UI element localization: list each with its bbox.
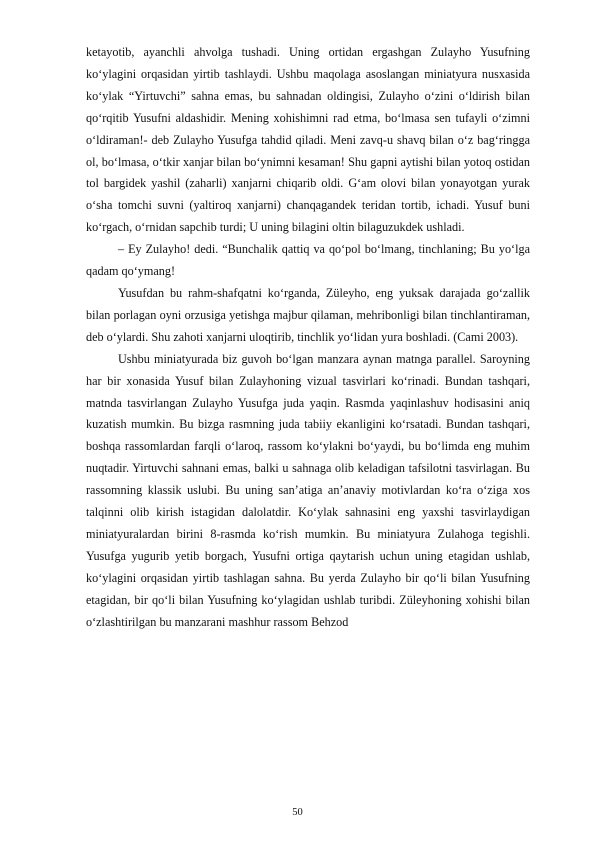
page-number: 50 [292,807,303,818]
body-text [86,42,530,633]
paragraph-1: ketayotib, ayanchli ahvolga tushadi. Uning ortidan ergashgan Zulayho Yusufning ko‘ylagini orqasidan yirtib tashlaydi. Ushbu maqolaga asoslangan miniatyura nusxasida ko‘ylak “Yirtuvchi” sahna emas, bu sahnadan oldingisi, Zulayho o‘zini o‘ldirish bilan qo‘rqitib Yusufni aldashidir. Mening xohishimni rad etma, bo‘lmasa sen tufayli o‘zimni o‘ldiraman!- deb Zulayho Yusufga tahdid qiladi. Meni zavq-u shavq bilan o‘z bag‘ringga ol, bo‘lmasa, o‘tkir xanjar bilan bo‘ynimni kesaman! Shu gapni aytishi bilan yotoq ostidan tol bargidek yashil (zaharli) xanjarni chiqarib oldi. G‘am olovi bilan yonayotgan yurak o‘sha tomchi suvni (yaltiroq xanjarni) chanqagandek teridan tortib, ichadi. Yusuf buni ko‘rgach, o‘rnidan sapchib turdi; U uning bilagini oltin bilaguzukdek ushladi. [86,45,530,235]
paragraph-2: – Ey Zulayho! dedi. “Bunchalik qattiq va qo‘pol bo‘lmang, tinchlaning; Bu yo‘lga qadam qo‘ymang! [86,242,530,279]
paragraph-4: Ushbu miniatyurada biz guvoh bo‘lgan manzara aynan matnga parallel. Saroyning har bir xonasida Yusuf bilan Zulayhoning vizual tasvirlari ko‘rinadi. Bundan tashqari, matnda tasvirlangan Zulayho Yusufga juda yaqin. Rasmda yaqinlashuv hodisasini aniq kuzatish mumkin. Bu bizga rasmning juda tabiiy ekanligini ko‘rsatadi. Bundan tashqari, boshqa rassomlardan farqli o‘laroq, rassom ko‘ylakni bo‘yaydi, bu bo‘limda eng muhim nuqtadir. Yirtuvchi sahnani emas, balki u sahnaga olib keladigan tafsilotni tasvirlagan. Bu rassomning klassik uslubi. Bu uning san’atiga an’anaviy motivlardan ko‘ra o‘ziga xos talqinni olib kirish istagidan dalolatdir. Ko‘ylak sahnasini eng yaxshi tasvirlaydigan miniatyuralardan birini 8-rasmda ko‘rish mumkin. Bu miniatyura Zulahoga tegishli. Yusufga yugurib yetib borgach, Yusufni ortiga qaytarish uchun uning etagidan ushlab, ko‘ylagini orqasidan yirtib tashlagan sahna. Bu yerda Zulayho bir qo‘li bilan Yusufning etagidan, bir qo‘li bilan Yusufning ko‘ylagidan ushlab turibdi. Züleyhoning xohishi bilan o‘zlashtirilgan bu manzarani mashhur rassom Behzod [86,351,530,629]
paragraph-3: Yusufdan bu rahm-shafqatni ko‘rganda, Züleyho, eng yuksak darajada go‘zallik bilan porlagan oyni orzusiga yetishga majbur qilaman, mehribonligi bilan tinchlantiraman, deb o‘ylardi. Shu zahoti xanjarni uloqtirib, tinchlik yo‘lidan yura boshladi. (Cami 2003). [86,285,530,344]
